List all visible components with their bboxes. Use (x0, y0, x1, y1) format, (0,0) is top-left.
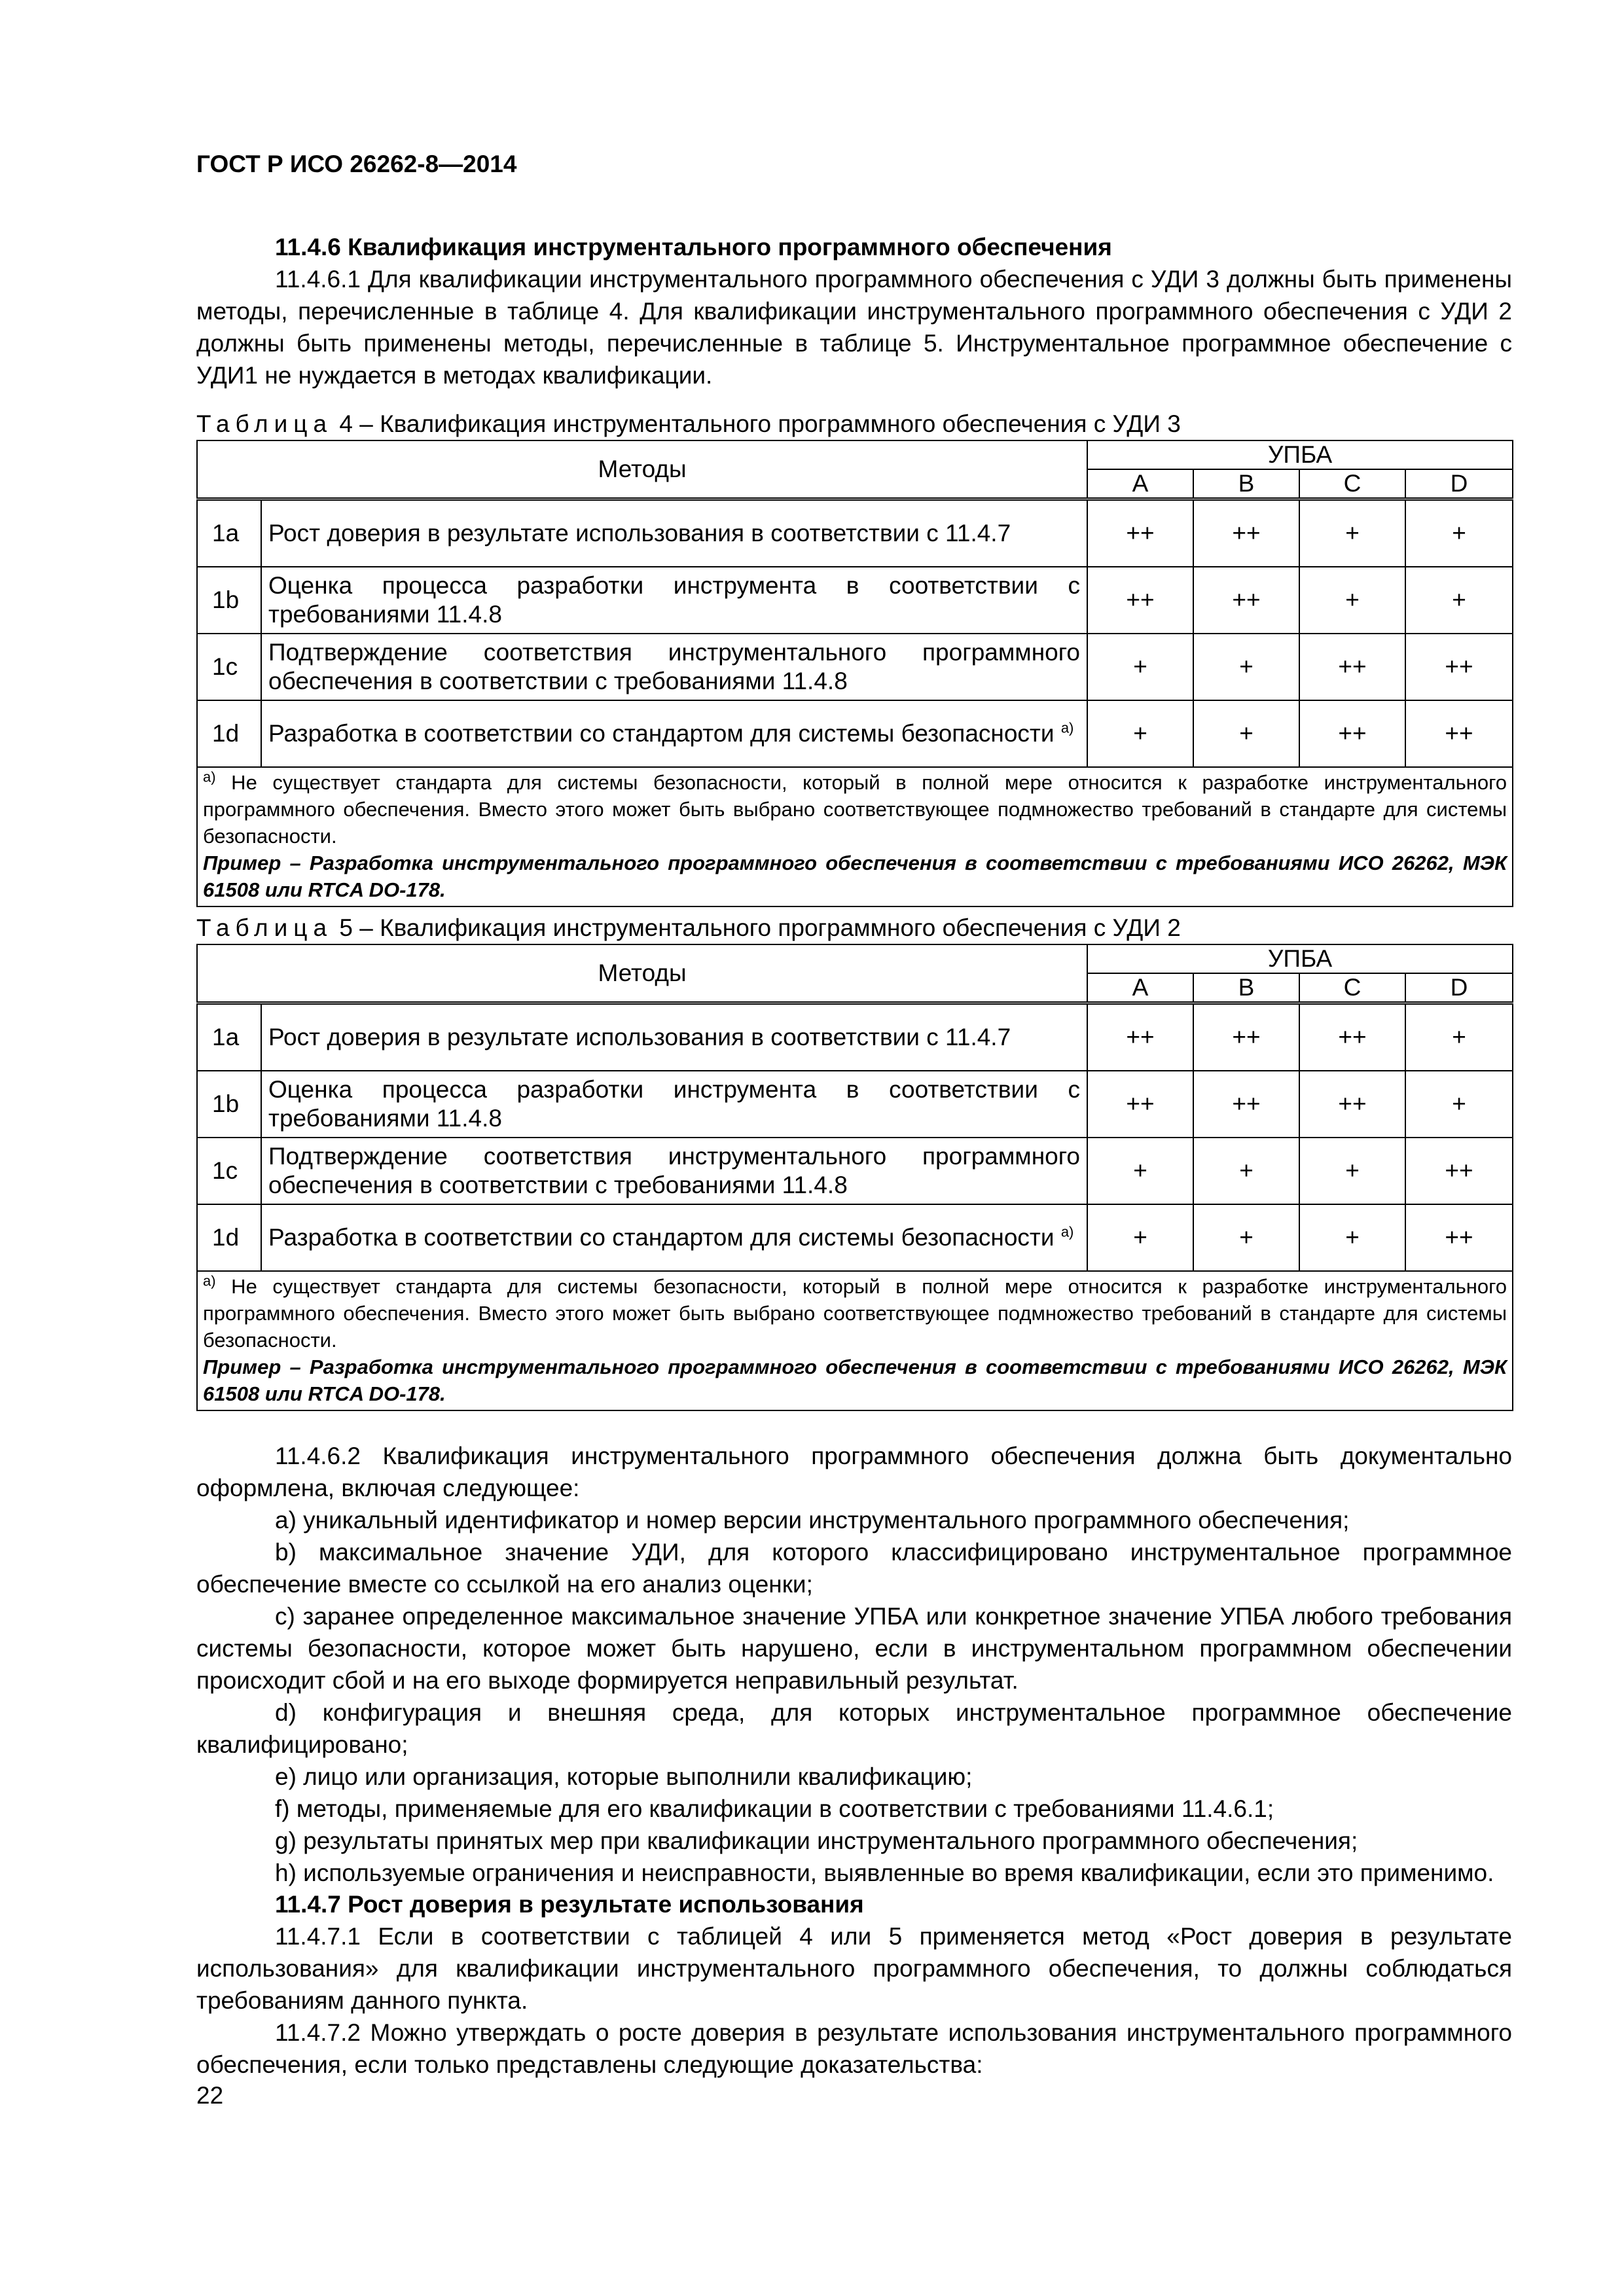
table-row (197, 1071, 1513, 1138)
methods-header: Методы (197, 440, 1087, 499)
recommendation-cell: ++ (1087, 1003, 1193, 1071)
table-5 (196, 944, 1513, 1411)
table-row (197, 1138, 1513, 1204)
table-footnote (197, 1271, 1513, 1410)
recommendation-cell: + (1193, 700, 1299, 767)
upba-header: УПБА (1087, 440, 1513, 469)
recommendation-cell: ++ (1193, 1071, 1299, 1138)
table-caption-text: 4 – Квалификация инструментального программного обеспечения с УДИ 3 (339, 410, 1181, 437)
list-item: d) конфигурация и внешняя среда, для которых инструментальное программное обеспечение квалифицировано; (196, 1699, 1512, 1758)
method-description (261, 1204, 1087, 1271)
method-id: 1a (197, 499, 261, 567)
table-caption-prefix: Таблица (196, 410, 333, 437)
recommendation-cell: ++ (1087, 567, 1193, 634)
recommendation-cell: ++ (1087, 499, 1193, 567)
recommendation-cell: ++ (1193, 499, 1299, 567)
method-description: Подтверждение соответствия инструментального программного обеспечения в соответствии с требованиями 11.4.8 (261, 1138, 1087, 1204)
recommendation-cell: + (1193, 1138, 1299, 1204)
table-row (197, 1003, 1513, 1071)
recommendation-cell: + (1087, 1204, 1193, 1271)
list-item: c) заранее определенное максимальное значение УПБА или конкретное значение УПБА любого требования системы безопасности, которое может быть нарушено, если в инструментальном программном обеспечении происходит сбой и на его выходе формируется неправильный результат. (196, 1603, 1512, 1694)
method-description: Рост доверия в результате использования в соответствии с 11.4.7 (261, 1003, 1087, 1071)
recommendation-cell: + (1299, 1204, 1405, 1271)
list-item: g) результаты принятых мер при квалификации инструментального программного обеспечения; (275, 1827, 1358, 1854)
recommendation-cell: + (1405, 499, 1513, 567)
level-header: D (1405, 469, 1513, 499)
recommendation-cell: + (1087, 634, 1193, 700)
method-id: 1d (197, 1204, 261, 1271)
level-header: D (1405, 973, 1513, 1003)
table-5-caption (196, 912, 1512, 944)
footnote-text: Не существует стандарта для системы безопасности, который в полной мере относится к разработке инструментального программного обеспечения. Вместо этого может быть выбрано соответствующее подмножество требований в стандарте для системы безопасности. (203, 1275, 1507, 1352)
list-item: f) методы, применяемые для его квалификации в соответствии с требованиями 11.4.6.1; (275, 1795, 1274, 1822)
recommendation-cell: ++ (1299, 1071, 1405, 1138)
recommendation-cell: + (1087, 700, 1193, 767)
list-item: b) максимальное значение УДИ, для которого классифицировано инструментальное программное обеспечение вместе со ссылкой на его анализ оценки; (196, 1539, 1512, 1598)
table-caption-prefix: Таблица (196, 914, 333, 941)
paragraph-11-4-6-2: 11.4.6.2 Квалификация инструментального программного обеспечения должна быть документально оформлена, включая следующее: (196, 1443, 1512, 1501)
recommendation-cell: ++ (1087, 1071, 1193, 1138)
section-title-11-4-6: 11.4.6 Квалификация инструментального программного обеспечения (275, 234, 1112, 260)
recommendation-cell: ++ (1193, 1003, 1299, 1071)
recommendation-cell: + (1299, 567, 1405, 634)
method-id: 1d (197, 700, 261, 767)
method-id: 1a (197, 1003, 261, 1071)
recommendation-cell: ++ (1299, 1003, 1405, 1071)
table-row (197, 1204, 1513, 1271)
upba-header: УПБА (1087, 944, 1513, 973)
level-header: A (1087, 973, 1193, 1003)
recommendation-cell: ++ (1193, 567, 1299, 634)
list-item: e) лицо или организация, которые выполнили квалификацию; (275, 1763, 973, 1790)
page-number: 22 (196, 2082, 224, 2109)
example-note: Пример – Разработка инструментального программного обеспечения в соответствии с требованиями ИСО 26262, МЭК 61508 или RTCA DO-178. (203, 1355, 1507, 1405)
document-header: ГОСТ Р ИСО 26262-8—2014 (196, 151, 517, 177)
recommendation-cell: + (1405, 567, 1513, 634)
table-4-caption (196, 408, 1512, 440)
recommendation-cell: + (1405, 1003, 1513, 1071)
recommendation-cell: ++ (1405, 1138, 1513, 1204)
table-row (197, 700, 1513, 767)
section-title-11-4-7: 11.4.7 Рост доверия в результате использования (275, 1891, 864, 1918)
method-text: Разработка в соответствии со стандартом для системы безопасности (268, 720, 1055, 747)
table-row (197, 567, 1513, 634)
methods-header: Методы (197, 944, 1087, 1003)
level-header: A (1087, 469, 1193, 499)
method-description: Подтверждение соответствия инструментального программного обеспечения в соответствии с требованиями 11.4.8 (261, 634, 1087, 700)
method-description: Оценка процесса разработки инструмента в соответствии с требованиями 11.4.8 (261, 1071, 1087, 1138)
method-id: 1c (197, 1138, 261, 1204)
recommendation-cell: ++ (1299, 700, 1405, 767)
paragraph-11-4-7-2: 11.4.7.2 Можно утверждать о росте доверия в результате использования инструментального программного обеспечения, если только представлены следующие доказательства: (196, 2019, 1512, 2078)
footnote-marker: a) (1060, 719, 1074, 736)
recommendation-cell: ++ (1299, 634, 1405, 700)
table-caption-text: 5 – Квалификация инструментального программного обеспечения с УДИ 2 (339, 914, 1181, 941)
footnote-marker: a) (1060, 1223, 1074, 1240)
footnote-marker: a) (203, 1272, 216, 1289)
method-id: 1c (197, 634, 261, 700)
level-header: C (1299, 469, 1405, 499)
method-text: Разработка в соответствии со стандартом для системы безопасности (268, 1224, 1055, 1251)
table-footnote (197, 767, 1513, 906)
level-header: B (1193, 973, 1299, 1003)
list-item: a) уникальный идентификатор и номер версии инструментального программного обеспечения; (275, 1507, 1350, 1534)
paragraph-11-4-6-1: 11.4.6.1 Для квалификации инструментального программного обеспечения с УДИ 3 должны быть применены методы, перечисленные в таблице 4. Для квалификации инструментального программного обеспечения с УДИ 2 должны быть применены методы, перечисленные в таблице 5. Инструментальное программное обеспечение с УДИ1 не нуждается в методах квалификации. (196, 266, 1512, 389)
recommendation-cell: + (1299, 499, 1405, 567)
recommendation-cell: ++ (1405, 700, 1513, 767)
recommendation-cell: + (1193, 634, 1299, 700)
footnote-marker: a) (203, 768, 216, 785)
table-row (197, 634, 1513, 700)
method-id: 1b (197, 1071, 261, 1138)
level-header: C (1299, 973, 1405, 1003)
paragraph-11-4-7-1: 11.4.7.1 Если в соответствии с таблицей 4 или 5 применяется метод «Рост доверия в результате использования» для квалификации инструментального программного обеспечения, то должны соблюдаться требованиям данного пункта. (196, 1923, 1512, 2014)
recommendation-cell: + (1299, 1138, 1405, 1204)
example-note: Пример – Разработка инструментального программного обеспечения в соответствии с требованиями ИСО 26262, МЭК 61508 или RTCA DO-178. (203, 852, 1507, 901)
method-description: Рост доверия в результате использования в соответствии с 11.4.7 (261, 499, 1087, 567)
recommendation-cell: ++ (1405, 1204, 1513, 1271)
list-item: h) используемые ограничения и неисправности, выявленные во время квалификации, если это применимо. (275, 1859, 1494, 1886)
footnote-text: Не существует стандарта для системы безопасности, который в полной мере относится к разработке инструментального программного обеспечения. Вместо этого может быть выбрано соответствующее подмножество требований в стандарте для системы безопасности. (203, 771, 1507, 848)
recommendation-cell: + (1193, 1204, 1299, 1271)
recommendation-cell: + (1405, 1071, 1513, 1138)
page (196, 151, 1512, 2109)
level-header: B (1193, 469, 1299, 499)
method-description: Оценка процесса разработки инструмента в соответствии с требованиями 11.4.8 (261, 567, 1087, 634)
recommendation-cell: ++ (1405, 634, 1513, 700)
table-4 (196, 440, 1513, 907)
recommendation-cell: + (1087, 1138, 1193, 1204)
method-id: 1b (197, 567, 261, 634)
method-description (261, 700, 1087, 767)
table-row (197, 499, 1513, 567)
